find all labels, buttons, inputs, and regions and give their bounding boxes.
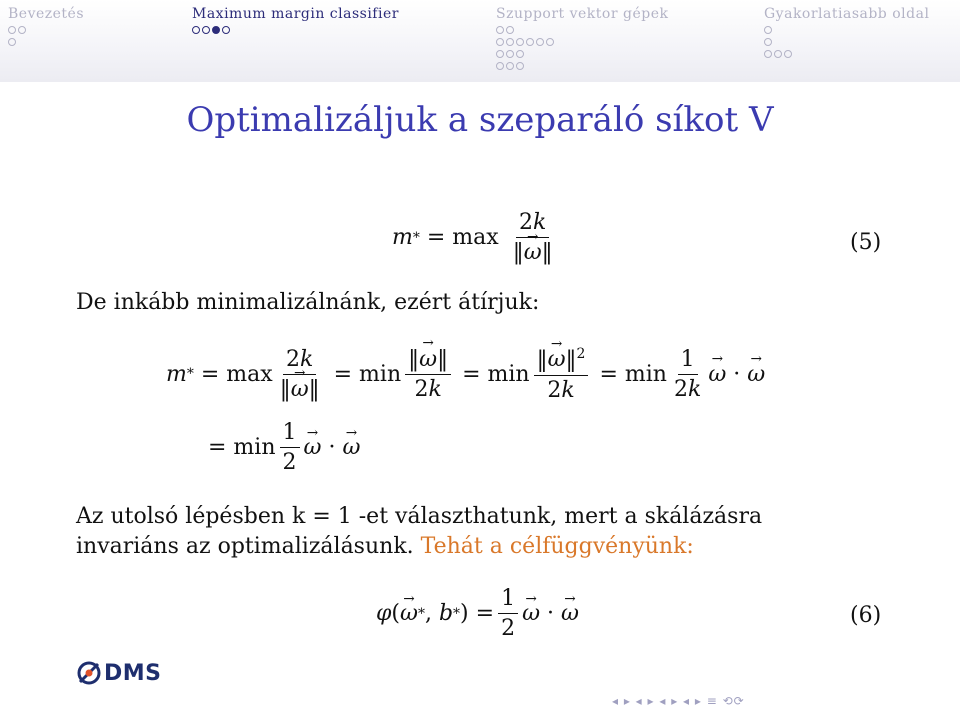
frame-dot-icon[interactable] (516, 62, 524, 70)
frame-dot-icon[interactable] (764, 50, 772, 58)
paragraph-rewrite: De inkább minimalizálnánk, ezért átírjuk: (76, 290, 540, 315)
frame-dot-icon[interactable] (192, 26, 200, 34)
frame-dot-icon[interactable] (496, 38, 504, 46)
frame-dots-row (496, 26, 514, 34)
frame-dots-row (764, 50, 792, 58)
paragraph-scaling-line2 (76, 534, 694, 559)
section-link-gyakorlatiasabb[interactable]: Gyakorlatiasabb oldal (764, 6, 930, 22)
frame-dots-row (8, 26, 26, 34)
highlight-objective-text: Tehát a célfüggvényünk: (420, 534, 694, 559)
frame-dot-icon[interactable] (18, 26, 26, 34)
equation-derivation-line1: m * = max $\frac{2k}{‖\to \omega‖}$ = min $\frac{‖\to \omega‖}{2k}$ = min $\frac{‖\to \omega‖^2}{2k}$ = min $\frac{1}{2k}$ → ω · → ω (166, 346, 765, 403)
frame-dot-icon[interactable] (202, 26, 210, 34)
slide-title: Optimalizáljuk a szeparáló síkot V (186, 100, 774, 140)
frame-dot-icon[interactable] (506, 26, 514, 34)
frame-dots-row (496, 38, 554, 46)
section-link-bevezetes[interactable]: Bevezetés (8, 6, 85, 22)
current-frame-dot-icon[interactable] (212, 26, 220, 34)
frame-dot-icon[interactable] (764, 26, 772, 34)
frame-dot-icon[interactable] (8, 38, 16, 46)
frame-dot-icon[interactable] (506, 50, 514, 58)
frame-dot-icon[interactable] (506, 38, 514, 46)
frame-dot-icon[interactable] (774, 50, 782, 58)
equation-5: m * = max $\frac{2k}{‖\to \omega‖}$ (392, 210, 560, 266)
frame-dot-icon[interactable] (516, 50, 524, 58)
equation-6-number: (6) (850, 603, 882, 628)
frame-dot-icon[interactable] (526, 38, 534, 46)
frame-dots-row (192, 26, 230, 34)
dms-logo (76, 660, 162, 686)
navigation-header (0, 0, 960, 82)
paragraph-scaling-line1: Az utolsó lépésben k = 1 -et választhatunk, mert a skálázásra (76, 504, 763, 529)
frame-dot-icon[interactable] (764, 38, 772, 46)
frame-dots-row (496, 62, 524, 70)
frame-dot-icon[interactable] (784, 50, 792, 58)
frame-dot-icon[interactable] (536, 38, 544, 46)
section-link-maximum-margin[interactable]: Maximum margin classifier (192, 6, 399, 22)
frame-dot-icon[interactable] (516, 38, 524, 46)
section-link-szupport-vektor[interactable]: Szupport vektor gépek (496, 6, 669, 22)
equation-6: φ ( → ω * , b * ) = $\frac{1}{2}$ → ω · → ω (376, 586, 579, 642)
frame-dots-row (496, 50, 524, 58)
frame-dot-icon[interactable] (8, 26, 16, 34)
frame-dot-icon[interactable] (496, 26, 504, 34)
dms-logo-text: DMS (104, 660, 162, 686)
frame-dot-icon[interactable] (546, 38, 554, 46)
frame-dot-icon[interactable] (496, 62, 504, 70)
dms-logo-icon (76, 660, 102, 686)
equation-derivation-line2: = min $\frac{1}{2}$ → ω · → ω (208, 420, 360, 476)
frame-dots-row (8, 38, 16, 46)
paragraph-scaling-text: invariáns az optimalizálásunk. (76, 534, 421, 559)
equation-5-number: (5) (850, 230, 882, 255)
frame-dot-icon[interactable] (496, 50, 504, 58)
frame-dot-icon[interactable] (506, 62, 514, 70)
frame-dots-row (764, 26, 772, 34)
frame-dots-row (764, 38, 772, 46)
frame-dot-icon[interactable] (222, 26, 230, 34)
beamer-navigation-symbols[interactable]: ◂ ▸ ◂ ▸ ◂ ▸ ◂ ▸ ≡ ⟲⟳ (612, 694, 745, 708)
